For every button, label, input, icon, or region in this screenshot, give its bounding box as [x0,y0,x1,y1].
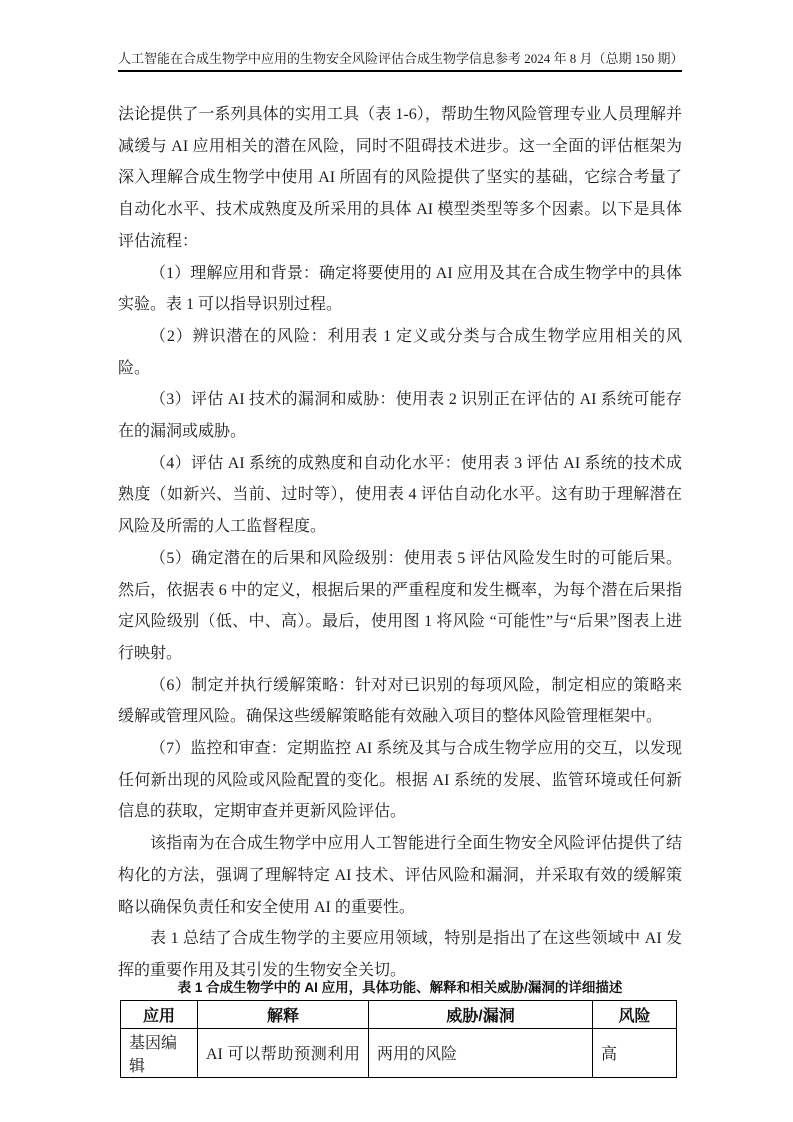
cell-application: 基因编辑 [121,1028,198,1077]
paragraph-step-5: （5）确定潜在的后果和风险级别：使用表 5 评估风险发生时的可能后果。然后，依据表 6 中的定义，根据后果的严重程度和发生概率，为每个潜在后果指定风险级别（低、中、高）。最后，使用图 1 将风险 “可能性”与“后果”图表上进行映射。 [118,549,682,662]
paragraph-step-4: （4）评估 AI 系统的成熟度和自动化水平：使用表 3 评估 AI 系统的技术成熟度（如新兴、当前、过时等），使用表 4 评估自动化水平。这有助于理解潜在风险及所需的人工监督程度。 [118,454,682,536]
ai-applications-table [120,1000,677,1078]
paragraph-step-6: （6）制定并执行缓解策略：针对对已识别的每项风险，制定相应的策略来缓解或管理风险。确保这些缓解策略能有效融入项目的整体风险管理框架中。 [118,676,682,726]
header-title: 人工智能在合成生物学中应用的生物安全风险评估 [118,51,405,66]
table-caption: 表 1 合成生物学中的 AI 应用，具体功能、解释和相关威胁/漏洞的详细描述 [177,979,623,995]
column-header-application: 应用 [121,1000,198,1028]
paragraph-step-7: （7）监控和审查：定期监控 AI 系统及其与合成生物学应用的交互，以发现任何新出现的风险或风险配置的变化。根据 AI 系统的发展、监管环境或任何新信息的获取，定期审查并更新风险评估。 [118,740,682,821]
cell-threat-vulnerability: 两用的风险 [369,1028,593,1077]
table-row [121,1028,677,1077]
paragraph-step-3: （3）评估 AI 技术的漏洞和威胁：使用表 2 识别正在评估的 AI 系统可能存在的漏洞或威胁。 [118,391,682,441]
paragraph-step-2: （2）辨识潜在的风险：利用表 1 定义或分类与合成生物学应用相关的风险。 [118,327,682,377]
page-header [118,50,682,72]
paragraph-table-intro: 表 1 总结了合成生物学的主要应用领域，特别是指出了在这些领域中 AI 发挥的重要作用及其引发的生物安全关切。 [118,930,682,979]
column-header-threat-vulnerability: 威胁/漏洞 [369,1000,593,1028]
paragraph-continuation: 法论提供了一系列具体的实用工具（表 1-6），帮助生物风险管理专业人员理解并减缓与 AI 应用相关的潜在风险，同时不阻碍技术进步。这一全面的评估框架为深入理解合成生物学中使用 AI 所固有的风险提供了坚实的基础，它综合考量了自动化水平、技术成熟度及所采用的具体 AI 模型类型等多个因素。以下是具体评估流程： [118,106,682,250]
cell-risk: 高 [593,1028,677,1077]
header-journal-info: 合成生物学信息参考 2024 年 8 月（总期 150 期） [404,51,684,66]
paragraph-summary: 该指南为在合成生物学中应用人工智能进行全面生物安全风险评估提供了结构化的方法，强调了理解特定 AI 技术、评估风险和漏洞，并采取有效的缓解策略以确保负责任和安全使用 AI 的重要性。 [118,835,682,916]
document-body [118,99,682,1078]
paragraph-step-1: （1）理解应用和背景：确定将要使用的 AI 应用及其在合成生物学中的具体实验。表 1 可以指导识别过程。 [118,264,682,314]
column-header-explanation: 解释 [198,1000,369,1028]
table-header-row [121,1000,677,1028]
cell-explanation: AI 可以帮助预测利用 [198,1028,369,1077]
column-header-risk: 风险 [593,1000,677,1028]
